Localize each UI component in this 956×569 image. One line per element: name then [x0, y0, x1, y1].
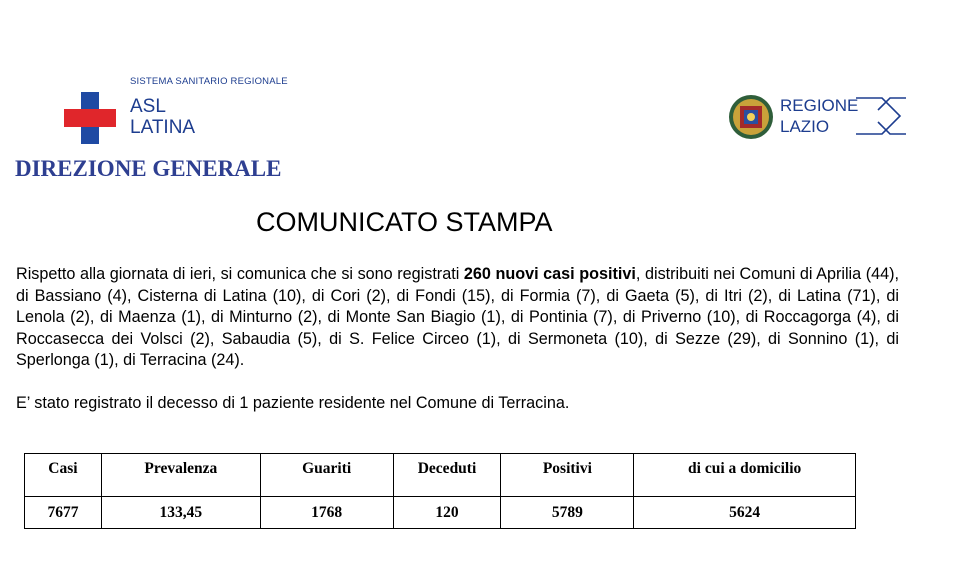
regione-line1: REGIONE: [780, 96, 859, 115]
cell-deceduti: 120: [393, 497, 501, 529]
asl-latina-logo: [64, 74, 304, 144]
press-release-title: COMUNICATO STAMPA: [256, 207, 553, 237]
asl-name: [130, 96, 195, 138]
regione-lazio-x-mark: [856, 94, 906, 138]
asl-name-line1: ASL: [130, 96, 166, 117]
regione-line2: LAZIO: [780, 117, 830, 136]
table-row: [25, 497, 856, 529]
asl-system-label: SISTEMA SANITARIO REGIONALE: [130, 76, 288, 87]
asl-name-line2: LATINA: [130, 117, 196, 138]
medical-cross-icon: [64, 92, 116, 144]
cell-prevalenza: 133,45: [101, 497, 260, 529]
header-guariti: Guariti: [260, 454, 393, 497]
paragraph-new-cases: [16, 264, 899, 372]
header-domicilio: di cui a domicilio: [634, 454, 856, 497]
paragraph-deaths: E’ stato registrato il decesso di 1 paziente residente nel Comune di Terracina.: [16, 394, 570, 412]
cell-casi: 7677: [25, 497, 102, 529]
regione-lazio-emblem-icon: [728, 94, 774, 140]
cell-domicilio: 5624: [634, 497, 856, 529]
cell-guariti: 1768: [260, 497, 393, 529]
p1-text-after: , distribuiti nei Comuni di Aprilia (44), di Bassiano (4), Cisterna di Latina (10), di Cori (2), di Fondi (15), di Formia (7), di Gaeta (5), di Itri (2), di Latina (71), di Lenola (2), di Maenza (1), di Minturno (2), di Monte San Biagio (1), di Pontinia (7), di Priverno (10), di Roccagorga (4), di Roccasecca dei Volsci (2), Sabaudia (5), di S. Felice Circeo (1), di Sermoneta (10), di Sezze (29), di Sonnino (1), di Sperlonga (1), di Terracina (24).: [16, 265, 899, 369]
department-heading: DIREZIONE GENERALE: [15, 156, 282, 181]
p1-new-cases-highlight: 260 nuovi casi positivi: [463, 265, 636, 283]
header-deceduti: Deceduti: [393, 454, 501, 497]
cell-positivi: 5789: [501, 497, 634, 529]
header-casi: Casi: [25, 454, 102, 497]
statistics-table: [24, 453, 856, 529]
header-positivi: Positivi: [501, 454, 634, 497]
regione-lazio-text: [780, 95, 858, 137]
p1-text-before: Rispetto alla giornata di ieri, si comunica che si sono registrati: [16, 265, 464, 283]
table-header-row: [25, 454, 856, 497]
header-prevalenza: Prevalenza: [101, 454, 260, 497]
regione-lazio-logo: [728, 92, 908, 142]
